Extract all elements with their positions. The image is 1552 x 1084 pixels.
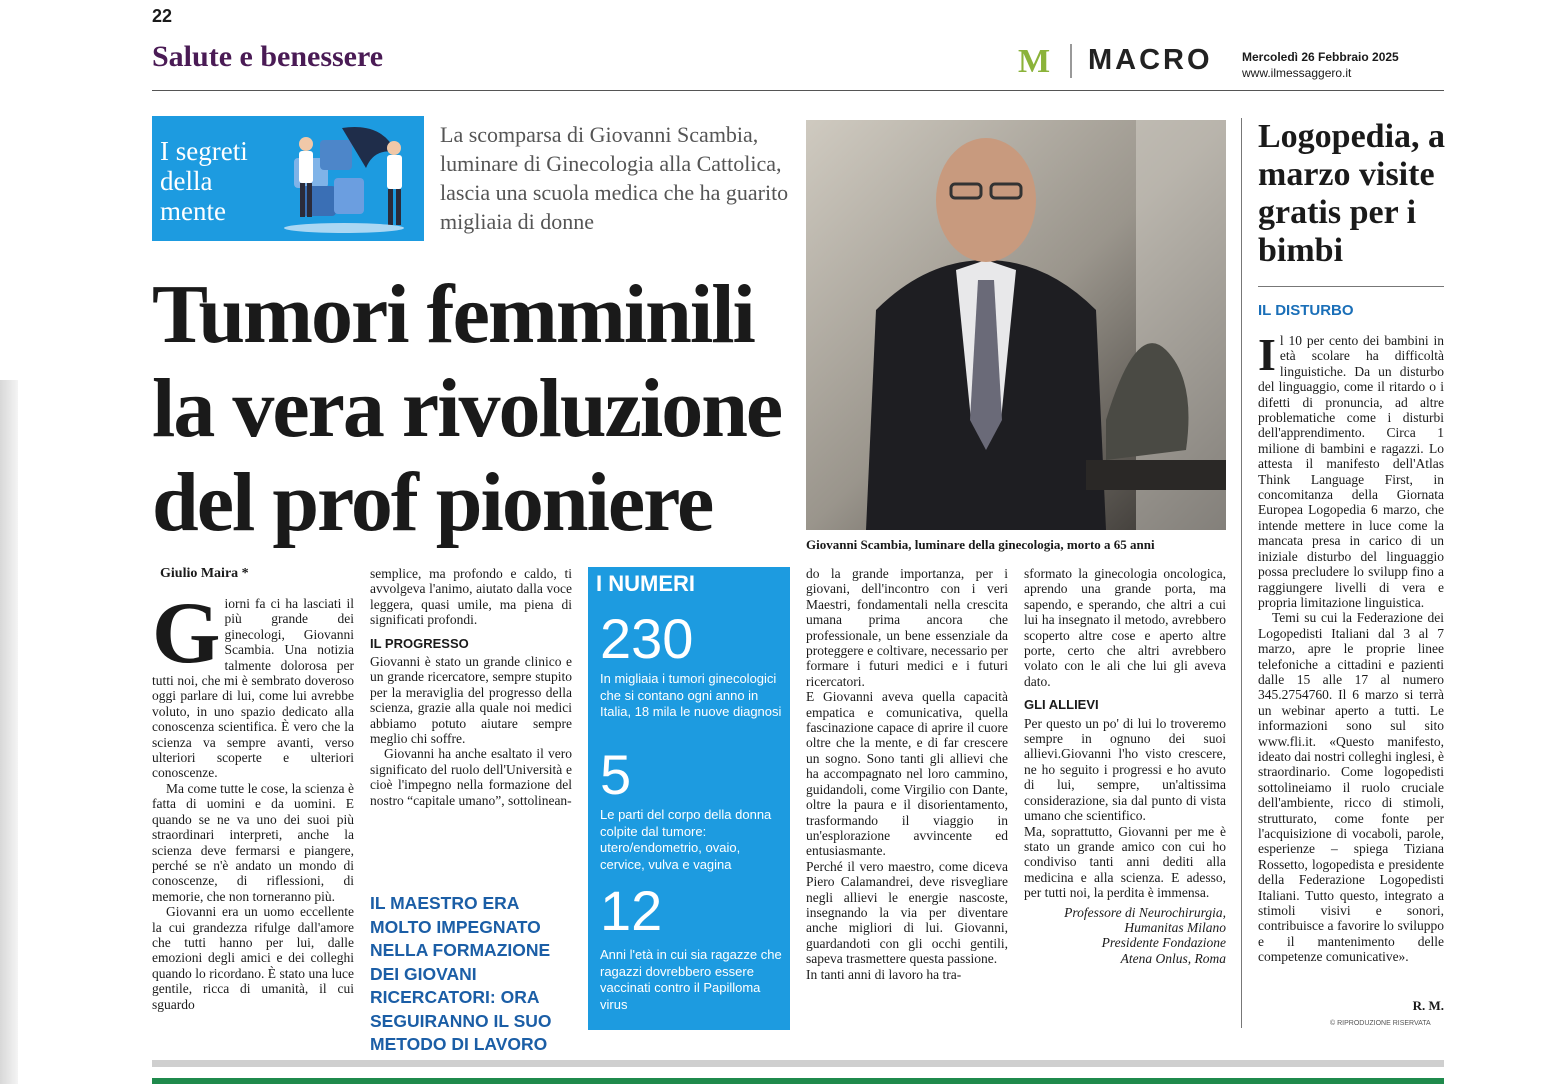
- issue-date: Mercoledì 26 Febbraio 2025: [1242, 50, 1399, 64]
- stat-value: 5: [600, 743, 632, 806]
- article-author: Giulio Maira *: [160, 566, 249, 581]
- stat-value: 230: [600, 607, 694, 670]
- page-number: 22: [152, 6, 173, 26]
- portrait-image-icon: [806, 120, 1226, 530]
- stat-text: Le parti del corpo della donna colpite dal tumore: utero/endometrio, ovaio, cervice, vulva e vagina: [600, 807, 772, 872]
- page-edge-shadow: [0, 380, 18, 1084]
- numbers-title: I NUMERI: [596, 571, 695, 596]
- banner-title: I segreti della mente: [160, 136, 248, 226]
- drop-cap: I: [1258, 329, 1276, 380]
- footer-bar: [152, 1078, 1444, 1084]
- sidebar-signature: R. M.: [1412, 998, 1444, 1013]
- website-link[interactable]: www.ilmessaggero.it: [1242, 66, 1352, 80]
- newspaper-logo-icon: M: [1018, 43, 1051, 80]
- column-banner: [152, 116, 424, 241]
- header-rule: [152, 90, 1444, 91]
- sidebar-headline: Logopedia, a marzo visite gratis per i bimbi: [1258, 118, 1446, 269]
- author-signature: Professore di Neurochirurgia, Humanitas Milano Presidente Fondazione Atena Onlus, Roma: [1064, 904, 1226, 966]
- stat-text: In migliaia i tumori ginecologici che si contano ogni anno in Italia, 18 mila le nuove diagnosi: [600, 671, 782, 719]
- pull-quote: IL MAESTRO ERA MOLTO IMPEGNATO NELLA FORMAZIONE DEI GIOVANI RICERCATORI: ORA SEGUIRANNO IL SUO METODO DI LAVORO: [370, 893, 552, 1054]
- article-kicker: La scomparsa di Giovanni Scambia, luminare di Ginecologia alla Cattolica, lascia una scuola medica che ha guarito migliaia di donne: [440, 122, 789, 234]
- drop-cap: G: [152, 585, 221, 682]
- article-headline: Tumori femminili la vera rivoluzione del prof pioniere: [152, 268, 782, 549]
- article-column-3: do la grande importanza, per i giovani, dell'incontro con i veri Maestri, fondamentali nella crescita umana prima ancora che professionale, un bene essenziale da proteggere e coltivare, necessario per formare i futuri medici e i futuri ricercatori. E Giovanni aveva quella capacità empatica e comunicativa, quella fascinazione capace di aprire il cuore oltre che la mente, e di far crescere un sogno. Sono tanti gli allievi che ha accompagnato nel loro cammino, guidandoli, come Virgilio con Dante, oltre la paura e il disorientamento, trasformando il viaggio in un'esplorazione avvincente ed entusiasmante. Perché il vero maestro, come diceva Piero Calamandrei, deve risvegliare negli allievi le energie nascoste, insegnando la via per diventare anche migliori di lui. Giovanni, guardandoti con gli occhi gentili, sapeva trasmettere questa passione. In tanti anni di lavoro ha tra-: [806, 566, 1008, 982]
- sidebar-label: IL DISTURBO: [1258, 302, 1354, 319]
- article-column-4: sformato la ginecologia oncologica, aprendo una grande porta, ma sapendo, e sperando, che altri a cui lui ha insegnato il metodo, avrebbero scoperto altre cose e aperto altre porte, certo che altri avrebbero volato con le ali che lui gli aveva dato. GLI ALLIEVI Per questo un po' di lui lo troveremo sempre in ognuno dei suoi allievi.Giovanni l'ho visto crescere, ne ho seguito i progressi e ho avuto di lui, sempre, un'altissima considerazione, sia dal punto di vista umano che scientifico. Ma, soprattutto, Giovanni per me è stato un grande amico con cui ho condiviso tanti anni dediti alla medicina e alla scienza. E adesso, per tutti noi, la perdita è immensa. Professore di Neurochirurgia, Humanitas Milano Presidente Fondazione Atena Onlus, Roma: [1024, 566, 1226, 966]
- numbers-box: [588, 567, 790, 1030]
- article-column-2: semplice, ma profondo e caldo, ti avvolgeva l'animo, aiutato dalla voce leggera, quasi umile, ma piena di significati profondi. IL PROGRESSO Giovanni è stato un grande clinico e un grande ricercatore, sempre stupito per la meraviglia del progresso della scienza, grazie alla quale noi medici abbiamo potuto aiutare sempre meglio chi soffre. Giovanni ha anche esaltato il vero significato del ruolo dell'Università e cioè l'impegno nella formazione del nostro “capitale umano”, sottolinean-: [370, 566, 572, 808]
- sidebar-rule: [1258, 286, 1444, 287]
- stat-value: 12: [600, 879, 663, 942]
- photo-caption: Giovanni Scambia, luminare della ginecologia, morto a 65 anni: [806, 537, 1155, 552]
- brand-name: MACRO: [1088, 44, 1213, 76]
- copyright-notice: © RIPRODUZIONE RISERVATA: [1330, 1020, 1431, 1027]
- article-photo: [806, 120, 1226, 530]
- sidebar-body: I l 10 per cento dei bambini in età scolare ha difficoltà linguistiche. Da un disturbo del linguaggio, come il ritardo o i difetti di pronuncia, ad altre problematiche come i disturbi dell'apprendimento. Circa 1 milione di bambini e ragazzi. Lo attesta il manifesto dell'Atlas Think Language First, in concomitanza della Giornata Europea Logopedia 6 marzo, che intende mettere in luce come la mancata presa in carico di un iniziale disturbo del linguaggio possa precludere lo svilupp fino a raggiungere livelli di vera e propria limitazione linguistica. Temi su cui la Federazione dei Logopedisti Italiani dal 3 al 7 marzo, apre le proprie linee telefoniche a cittadini e pazienti dalle 15 alle 17 al numero 345.2754760. Il 6 marzo si terrà un webinar aperto a tutti. Le informazioni sono sul sito www.fli.it. «Questo manifesto, ideato dai nostri colleghi inglesi, è straordinario. Come logopedisti sottolineiamo il ruolo cruciale dell'ambiente, ricco di stimoli, strutturato, come fonte per l'acquisizione di vocaboli, parole, esperienze – spiega Tiziana Rossetto, logopedista e presidente della Federazione Logopedisti Italiani. Tutto questo, integrato a stimoli visivi e sonori, contribuisce a favorire lo sviluppo e il mantenimento delle competenze comunicative».: [1258, 329, 1444, 965]
- header-divider: [1070, 44, 1072, 78]
- stat-text: Anni l'età in cui sia ragazze che ragazzi dovrebbero essere vaccinati contro il Papilloma virus: [600, 947, 782, 1012]
- subheading: IL PROGRESSO: [370, 635, 469, 651]
- sidebar-divider: [1241, 118, 1242, 1028]
- section-title: Salute e benessere: [152, 40, 384, 73]
- article-column-1: G iorni fa ci ha lasciati il più grande dei ginecologi, Giovanni Scambia. Una notizia talmente dolorosa per tutti noi, che mi è sembrato doveroso oggi parlare di lui, come lui avrebbe voluto, in uno spazio dedicato alla conoscenza scientifica. È vero che la scienza va sempre avanti, verso ulteriori scoperte e ulteriori conoscenze. Ma come tutte le cose, la scienza è fatta di uomini e da uomini. E quando se ne va uno dei suoi più straordinari interpreti, anche la scienza deve fermarsi e piangere, perché se n'è andato un mondo di conoscenze, di riflessioni, di memorie, che non torneranno più. Giovanni era un uomo eccellente la cui grandezza rifulge dall'amore che tutti hanno per lui, dalle emozioni degli amici e dei colleghi quando lo ricordano. È stato una luce gentile, ricca di umanità, il cui sguardo: [152, 585, 354, 1012]
- footer-rule: [152, 1060, 1444, 1067]
- puzzle-illustration-icon: [264, 120, 422, 238]
- subheading: GLI ALLIEVI: [1024, 697, 1099, 713]
